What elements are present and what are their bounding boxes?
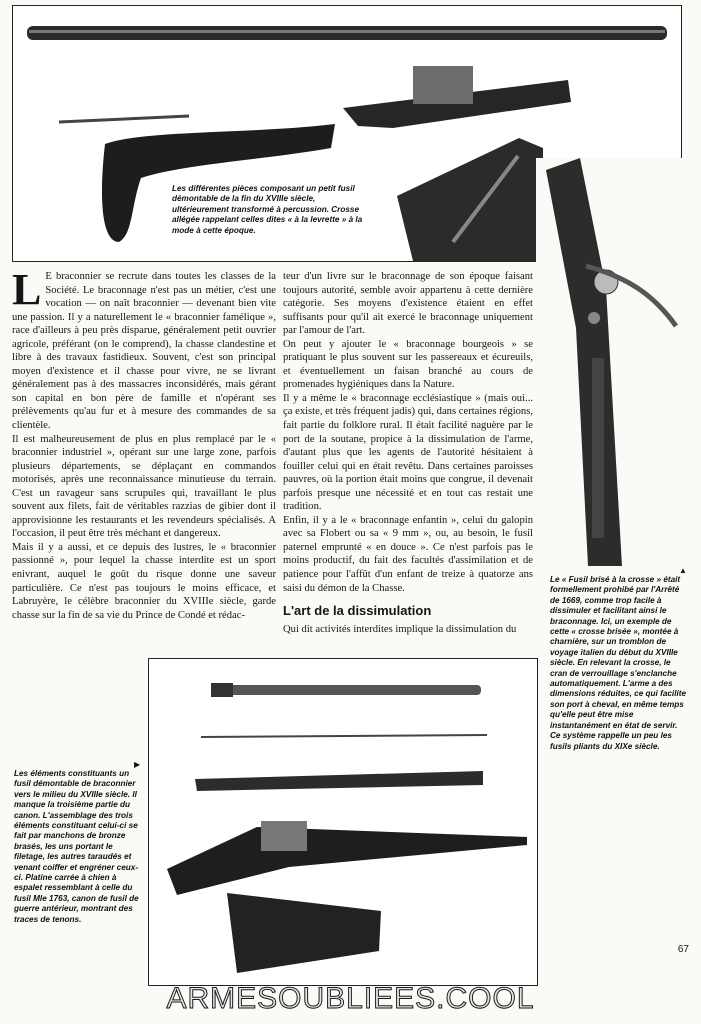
paragraph: Qui dit activités interdites implique la dissimulation du [283, 624, 517, 636]
left-caption-arrow: ▶ [134, 760, 141, 769]
caption-right-photo: Le « Fusil brisé à la crosse » était formellement prohibé par l'Arrêté de 1669, comme trop facile à dissimuler et facilitant ainsi le braconnage. Ici, un exemple de cette « crosse brisée », montée à charnière, sur un tromblon de voyage italien du début du XVIIIe siècle. En relevant la crosse, le cran de verrouillage s'enclanche automatiquement. L'arme a des dimensions réduites, ce qui facilite son port à cheval, en même temps qu'elle peut être mise instantanément en état de servir. Ce système rappelle un peu les fusils pliants du XIXe siècle. [550, 575, 687, 751]
disassembled-fusil-illustration [149, 659, 537, 985]
paragraph: Enfin, il y a le « braconnage enfantin », celui du galopin avec sa Flobert ou sa « 9 mm », ou, au besoin, le fusil paternel emprunté « en douce ». Ce n'est parfois pas le moins productif, du fait des facultés d'assimilation et de patience pour l'affût d'un enfant de treize à quatorze ans saisi du démon de la Chasse. [283, 514, 533, 594]
paragraph: teur d'un livre sur le braconnage de son époque faisant toujours autorité, semble avoir appartenu à cette dernière catégorie. Ses moyens d'existence étaient en effet suffisants pour qu'il ait exercé le braconnage uniquement par l'amour de l'art. [283, 271, 533, 337]
dropcap-letter: L [12, 265, 42, 314]
paragraph: Mais il y a aussi, et ce depuis des lustres, le « braconnier passionné », pour lequel la chasse interdite est un sport enivrant, auquel le goût du risque donne une saveur particulière. Ce n'est pas toujours le moins efficace, et Labruyère, le célèbre braconnier du XVIIIe siècle, garde chasse sur la fin de sa vie du Prince de Condé et rédac- [12, 541, 276, 621]
paragraph: Il est malheureusement de plus en plus remplacé par le « braconnier industriel », opérant sur une large zone, parfois plusieurs départements, se déplaçant en commandos motorisés, après une reconnaissance minutieuse du terrain. C'est un ravageur sans scrupules qui, travaillant le plus souvent aux filets, fait de véritables razzias de gibier dont il approvisionne les restaurants et les revendeurs spécialisés. A l'occasion, il peut être très méchant et dangereux. [12, 433, 276, 540]
right-caption-arrow: ▲ [679, 566, 687, 575]
tromblon-illustration [536, 158, 687, 566]
paragraph: E braconnier se recrute dans toutes les classes de la Société. Le braconnage n'est pas un métier, c'est une vocation — on naît braconnier — devenant bien vite une passion. Il y a naturellement le « braconnier famélique », race d'ailleurs à peu près disparue, généralement petit ouvrier agricole, préférant (on le comprend), la chasse clandestine et libre à des travaux fastidieux. Souvent, c'est son principal moyen d'existence et il chasse pour vivre, ne se livrant généralement pas à des massacres inconsidérés, mais gérant son capital en bon père de famille et n'opérant ses prélèvements qu'au fur et à mesure des commandes de sa clientèle. [12, 271, 276, 432]
watermark-text: ARMESOUBLIEES.COOL [166, 982, 535, 1015]
paragraph: On peut y ajouter le « braconnage bourgeois » se pratiquant le plus souvent sur les passereaux et écureuils, et éventuellement un faisan branché au cours de promenades hygiéniques dans la Nature. [283, 338, 533, 391]
page-number: 67 [677, 944, 689, 955]
caption-top-photo: Les différentes pièces composant un petit fusil démontable de la fin du XVIIIe siècle, ultérieurement transformé à percussion. Crosse allégée rappelant celles dites « à la levrette » à la mode à cette époque. [172, 184, 363, 235]
article-column-1 [12, 265, 276, 622]
section-heading: L'art de la dissimulation [283, 603, 432, 619]
photo-demountable-fusil-bottom [148, 658, 538, 986]
photo-crosse-brisee-right [536, 158, 687, 566]
paragraph: Il y a même le « braconnage ecclésiastique » (mais oui... ça existe, et très fréquent jadis) qui, dans certaines régions, fait partie du folklore rural. Il était facilité naguère par le port de la soutane, propice à la dissimulation de l'arme, d'autant plus que les agents de l'autorité hésitaient à fouiller celui qui en était revêtu. Dans certaines paroisses pauvres, où la portion était moins que congrue, il devenait parfois presque une nécessité et en tout cas restait une tradition. [283, 392, 533, 513]
caption-left-photo: Les éléments constituants un fusil démontable de braconnier vers le milieu du XVIIIe siècle. Il manque la troisième partie du canon. L'assemblage des trois éléments constituant celui-ci se fait par manchons de bronze brasés, les uns portant le filetage, les autres taraudés et venant coiffer et engréner ceux-ci. Platine carrée à chien à espalet ressemblant à celle du fusil Mle 1763, canon de fusil de guerre antérieur, montrant des traces de tenons. [14, 769, 139, 924]
article-column-2 [283, 270, 533, 637]
